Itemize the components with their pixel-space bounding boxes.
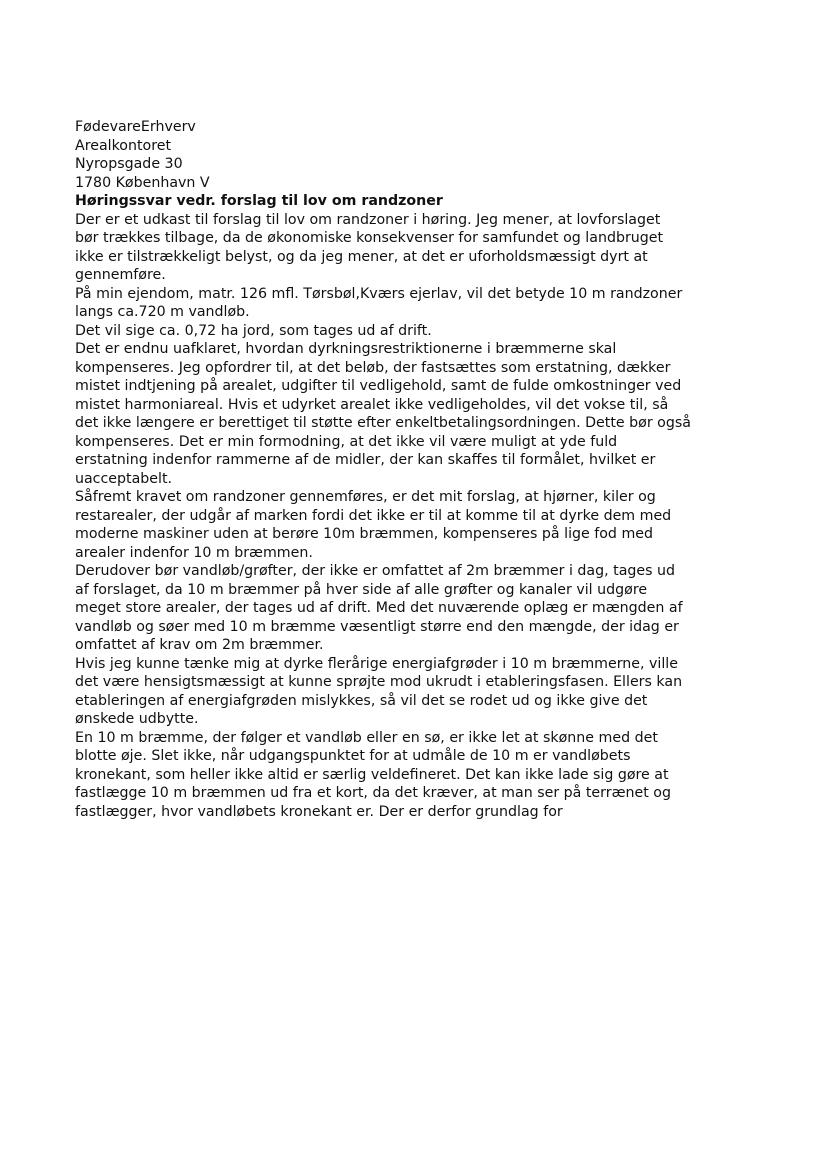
address-street: Nyropsgade 30: [75, 156, 183, 172]
body-line: det ikke længere er berettiget til støtte efter enkeltbetalingsordningen. Dette bør også: [75, 415, 691, 431]
body-line: arealer indenfor 10 m bræmmen.: [75, 544, 313, 561]
body-line: uacceptabelt.: [75, 470, 173, 487]
body-line: fastlægger, hvor vandløbets kronekant er. Der er derfor grundlag for: [75, 803, 563, 820]
body-line: bør trækkes tilbage, da de økonomiske konsekvenser for samfundet og landbruget: [75, 230, 664, 246]
letter-page: [75, 118, 775, 821]
body-line: Det er endnu uafklaret, hvordan dyrkningsrestriktionerne i bræmmerne skal: [75, 341, 617, 357]
body-line: mistet harmoniareal. Hvis et udyrket arealet ikke vedligeholdes, vil det vokse til, så: [75, 396, 669, 413]
body-line: langs ca.720 m vandløb.: [75, 304, 250, 320]
body-line: vandløb og søer med 10 m bræmme væsentligt større end den mængde, der idag er: [75, 618, 679, 635]
body-line: På min ejendom, matr. 126 mfl. Tørsbøl,Kværs ejerlav, vil det betyde 10 m randzoner: [75, 285, 683, 302]
body-line: blotte øje. Slet ikke, når udgangspunktet for at udmåle de 10 m er vandløbets: [75, 748, 631, 764]
body-line: etableringen af energiafgrøden mislykkes, så vil det se rodet ud og ikke give det: [75, 692, 648, 709]
body-line: Hvis jeg kunne tænke mig at dyrke flerårige energiafgrøder i 10 m bræmmerne, ville: [75, 655, 678, 672]
body-line: af forslaget, da 10 m bræmmer på hver side af alle grøfter og kanaler vil udgøre: [75, 581, 648, 598]
body-line: erstatning indenfor rammerne af de midler, der kan skaffes til formålet, hvilket er: [75, 452, 656, 468]
body-line: kronekant, som heller ikke altid er særlig veldefineret. Det kan ikke lade sig gøre at: [75, 766, 669, 783]
body-line: restarealer, der udgår af marken fordi det ikke er til at komme til at dyrke dem med: [75, 507, 672, 524]
body-line: moderne maskiner uden at berøre 10m bræmmen, kompenseres på lige fod med: [75, 526, 654, 542]
body-line: Der er et udkast til forslag til lov om randzoner i høring. Jeg mener, at lovforslaget: [75, 211, 661, 228]
body-line: omfattet af krav om 2m bræmmer.: [75, 637, 324, 653]
address-department: Arealkontoret: [75, 137, 172, 154]
body-line: En 10 m bræmme, der følger et vandløb eller en sø, er ikke let at skønne med det: [75, 729, 658, 746]
body-line: Derudover bør vandløb/grøfter, der ikke er omfattet af 2m bræmmer i dag, tages ud: [75, 563, 676, 579]
body-line: ikke er tilstrækkeligt belyst, og da jeg mener, at det er uforholdsmæssigt dyrt at: [75, 248, 648, 265]
body-line: Såfremt kravet om randzoner gennemføres, er det mit forslag, at hjørner, kiler og: [75, 489, 656, 505]
body-line: det være hensigtsmæssigt at kunne sprøjte mod ukrudt i etableringsfasen. Ellers kan: [75, 674, 683, 690]
address-recipient: FødevareErhverv: [75, 119, 196, 135]
body-line: Det vil sige ca. 0,72 ha jord, som tages ud af drift.: [75, 322, 432, 339]
body-line: kompenseres. Det er min formodning, at det ikke vil være muligt at yde fuld: [75, 433, 618, 450]
letter-title: Høringssvar vedr. forslag til lov om randzoner: [75, 193, 443, 209]
address-city: 1780 København V: [75, 174, 210, 191]
body-line: meget store arealer, der tages ud af drift. Med det nuværende oplæg er mængden af: [75, 600, 683, 616]
body-line: ønskede udbytte.: [75, 711, 199, 727]
body-line: mistet indtjening på arealet, udgifter til vedligehold, samt de fulde omkostninger ved: [75, 378, 682, 394]
body-line: gennemføre.: [75, 267, 166, 283]
body-line: fastlægge 10 m bræmmen ud fra et kort, da det kræver, at man ser på terrænet og: [75, 785, 671, 801]
body-line: kompenseres. Jeg opfordrer til, at det beløb, der fastsættes som erstatning, dækker: [75, 359, 671, 376]
